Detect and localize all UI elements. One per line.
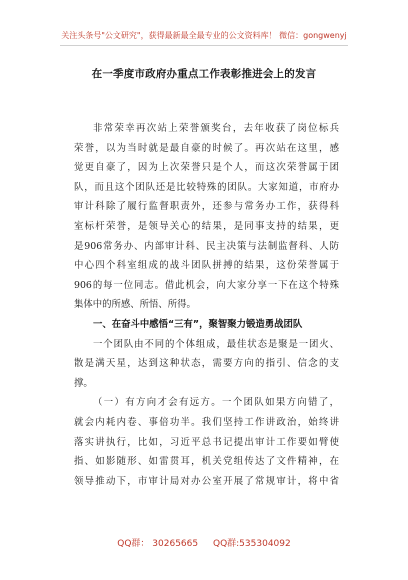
page-header: 关注头条号"公文研究"，获得最新最全最专业的公文资料库！ 微信：gongwenyj	[61, 31, 347, 40]
body-line: 是906常务办、内部审计科、民主决策与法制监督科、人防	[74, 240, 339, 252]
body-line: 中心四个科室组成的战斗团队拼搏的结果，这份荣誉属于	[74, 260, 339, 272]
qq-group-1: QQ群： 30265665	[117, 539, 199, 549]
section-heading: 一、在奋斗中感悟“三有”，聚智聚力锻造勇战团队	[93, 318, 303, 330]
body-line: 906的每一位同志。借此机会，向大家分享一下在这个特殊	[74, 279, 339, 291]
document-title: 在一季度市政府办重点工作表彰推进会上的发言	[91, 68, 317, 80]
body-line: 审计科除了履行监督职责外，还参与常务办工作，获得科	[74, 201, 339, 213]
qq-group-2: QQ群:535304092	[212, 539, 291, 549]
body-line: 一个团队由不同的个体组成，最佳状态是聚是一团火、	[93, 338, 339, 350]
body-line: 指、如影随形、如雷贯耳，机关党组传达了文件精神，在	[74, 456, 339, 468]
body-line: 落实讲执行，比如，习近平总书记提出审计工作要如臂使	[74, 436, 339, 448]
page-footer	[0, 536, 408, 549]
body-line: 撑。	[74, 377, 93, 389]
body-line: 非常荣幸再次站上荣誉颁奖台，去年收获了岗位标兵	[93, 123, 339, 134]
body-line: 就会内耗内卷、事倍功半。我们坚持工作讲政治，始终讲	[74, 416, 339, 428]
document-body	[74, 119, 339, 491]
body-line: 领导推动下，市审计局对办公室开展了常规审计，将中省	[74, 475, 339, 487]
body-line: 集体中的所感、所悟、所得。	[74, 299, 196, 311]
header-rule	[60, 45, 348, 46]
body-line: 荣誉，以为当时就是最自豪的时候了。再次站在这里，感	[74, 142, 339, 154]
body-line: 室标杆荣誉，是领导关心的结果，是同事支持的结果，更	[74, 220, 339, 232]
body-line: （一）有方向才会有远方。一个团队如果方向错了，	[93, 397, 339, 409]
body-line: 觉更自豪了，因为上次荣誉只是个人，而这次荣誉属于团	[74, 162, 339, 174]
body-line: 队，而且这个团队还是比较特殊的团队。大家知道，市府办	[74, 181, 339, 193]
body-line: 散是满天星，达到这种状态，需要方向的指引、信念的支	[74, 358, 339, 370]
